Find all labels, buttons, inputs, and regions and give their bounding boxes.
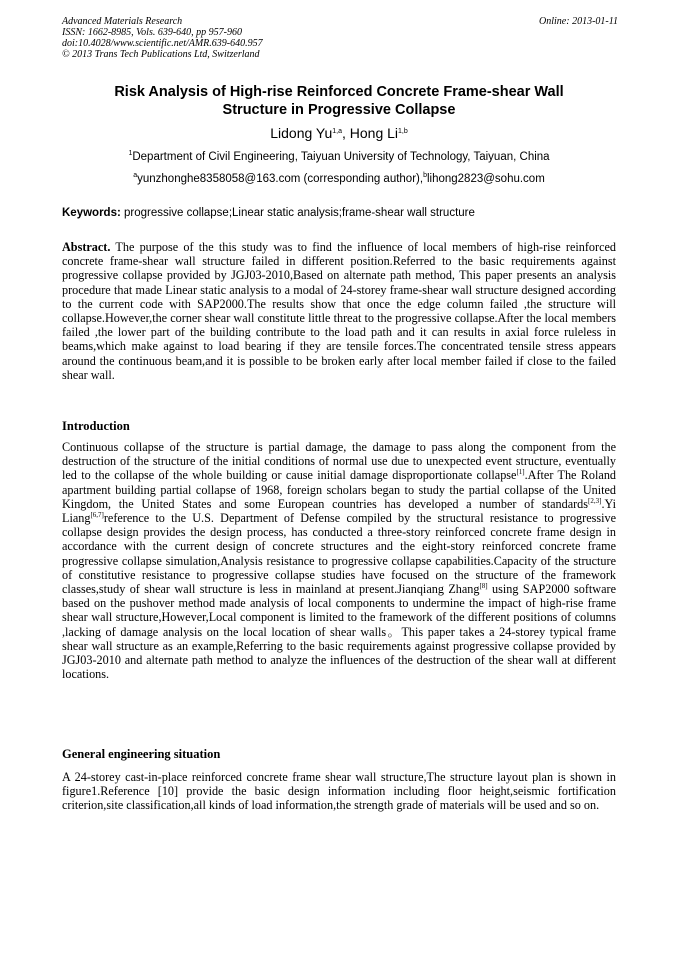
issn: ISSN: 1662-8985, Vols. 639-640, pp 957-960	[62, 27, 242, 38]
general-engineering-text: A 24-storey cast-in-place reinforced concrete frame shear wall structure,The structure layout plan is shown in figure1.Reference [10] provide the basic design information including floor height,seismic fortification criterion,site classification,all kinds of load information,the strength grade of materials will be used and so on.	[62, 770, 616, 813]
affiliation	[62, 150, 616, 164]
keywords	[62, 206, 618, 220]
authors	[62, 125, 616, 141]
abstract-text: The purpose of the this study was to find the influence of local members of high-rise reinforced concrete frame-shear wall structure failed in different position.Referred to the basic requirements against progressive collapse provided by JGJ03-2010,Based on alternate path method, This paper presents an analysis procedure that made Linear static analysis to a modal of 24-storey frame-shear wall structure designed according to the current code with SAP2000.The results show that once the edge column failed ,the structure will collapse.However,the corner shear wall constitute little threat to the progressive collapse.After the local members failed ,the lower part of the building contribute to the load path and it can results in axial force ruleless in beams,which make against to load bearing if they are tensile forces.The concentrated tensile stress appears around the continuous beam,and it is possible to be broken early after local member failed if close to the failed shear wall.	[62, 240, 616, 382]
paper-title	[62, 83, 616, 119]
intro-part-1: Continuous collapse of the structure is partial damage, the damage to pass along the component from the destruction of the structure of the initial conditions of normal use due to unexpected event structure, eventually led to the collapse of the whole building or cause initial damage disproportionate collapse	[62, 440, 616, 483]
general-engineering-heading: General engineering situation	[62, 747, 221, 761]
keywords-text: progressive collapse;Linear static analysis;frame-shear wall structure	[120, 207, 475, 219]
intro-part-3: .Yi Liang	[62, 496, 616, 526]
affiliation-text: Department of Civil Engineering, Taiyuan University of Technology, Taiyuan, China	[132, 151, 550, 163]
intro-part-2: .After The Roland apartment building partial collapse of 1968, foreign scholars began to study the partial collapse of the United Kingdom, the United States and some European countries has developed a number of standards	[62, 468, 617, 511]
affiliation-marker: 1	[128, 150, 133, 157]
online-date: Online: 2013-01-11	[539, 16, 618, 27]
author-2: Hong Li	[349, 125, 399, 141]
doi: doi:10.4028/www.scientific.net/AMR.639-640.957	[62, 38, 263, 49]
citation-8[interactable]: [8]	[479, 582, 488, 591]
email-a-marker: a	[133, 172, 138, 179]
email-b-marker: b	[423, 172, 427, 179]
introduction-heading: Introduction	[62, 419, 130, 433]
introduction-text	[62, 440, 616, 681]
title-line-2: Structure in Progressive Collapse	[222, 102, 456, 118]
email-a[interactable]: yunzhonghe8358058@163.com (corresponding author),	[137, 173, 424, 185]
abstract	[62, 240, 616, 382]
author-1-affil: 1,a	[332, 128, 342, 135]
title-line-1: Risk Analysis of High-rise Reinforced Concrete Frame-shear Wall	[114, 84, 564, 100]
citation-6-7[interactable]: [6,7]	[90, 511, 104, 520]
citation-1[interactable]: [1]	[516, 468, 525, 477]
abstract-label: Abstract.	[62, 240, 111, 254]
author-separator: ,	[341, 125, 350, 141]
email-b[interactable]: lihong2823@sohu.com	[426, 173, 545, 185]
keywords-label: Keywords:	[62, 207, 121, 219]
author-1: Lidong Yu	[270, 125, 333, 141]
copyright: © 2013 Trans Tech Publications Ltd, Switzerland	[62, 49, 260, 60]
emails	[62, 172, 616, 186]
intro-part-4: reference to the U.S. Department of Defense compiled by the structural resistance to progressive collapse design provides the design process, has conducted a three-story reinforced concrete frame design in accordance with the current design of concrete structures and the eight-story reinforced concrete frame progressive collapse simulation,Analysis resistance to progressive collapse capabilities.Capacity of the structure of constitutive resistance to progressive collapse studies have focused on the structure of the framework classes,study of shear wall structure is less in mainland at present.Jianqiang Zhang	[62, 511, 616, 597]
journal-header	[62, 16, 618, 60]
journal-name: Advanced Materials Research	[62, 16, 183, 27]
author-2-affil: 1,b	[398, 128, 408, 135]
citation-2-3[interactable]: [2,3]	[588, 496, 602, 505]
intro-part-5: using SAP2000 software based on the pushover method made analysis of local components to undermine the impact of high-rise frame shear wall structure,However,Local component is limited to the framework of the different positions of columns ,lacking of damage analysis on the local location of shear walls。This paper takes a 24-storey typical frame shear wall structure as an example,Referring to the basic requirements against progressive collapse provided by JGJ03-2010 and alternate path method to analyze the influences of the destruction of the shear wall at different locations.	[62, 582, 616, 682]
